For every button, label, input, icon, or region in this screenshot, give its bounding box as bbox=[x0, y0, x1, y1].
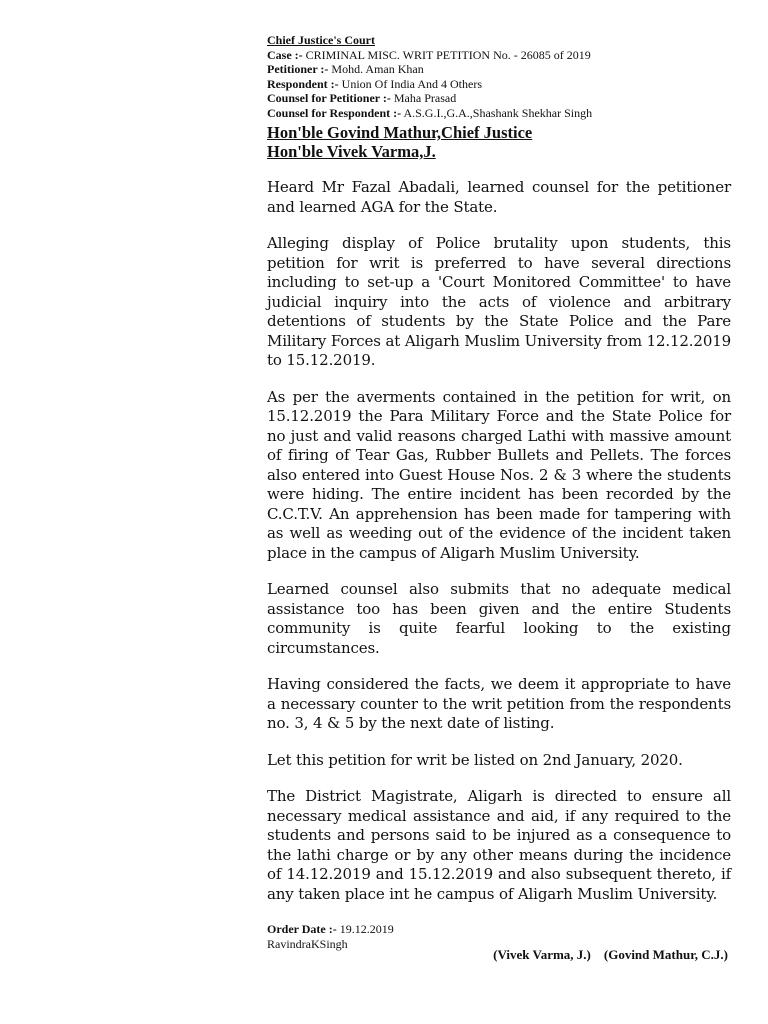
judge-associate: Hon'ble Vivek Varma,J. bbox=[267, 142, 436, 161]
order-date: 19.12.2019 bbox=[339, 922, 394, 936]
counsel-respondent-line bbox=[267, 106, 731, 121]
paragraph-1: Heard Mr Fazal Abadali, learned counsel for the petitioner and learned AGA for the State. bbox=[267, 178, 731, 216]
paragraph-6: Let this petition for writ be listed on 2nd January, 2020. bbox=[267, 750, 683, 769]
counsel-respondent-name: A.S.G.I.,G.A.,Shashank Shekhar Singh bbox=[403, 105, 593, 120]
respondent-label: Respondent :- bbox=[267, 76, 339, 91]
petitioner-name: Mohd. Aman Khan bbox=[331, 62, 424, 76]
case-label: Case :- bbox=[267, 47, 303, 62]
counsel-petitioner-line bbox=[267, 91, 731, 106]
petitioner-line bbox=[267, 62, 731, 77]
counsel-respondent-label: Counsel for Respondent :- bbox=[267, 105, 402, 120]
order-author: RavindraKSingh bbox=[267, 936, 348, 951]
counsel-petitioner-label: Counsel for Petitioner :- bbox=[267, 91, 391, 105]
order-date-label: Order Date :- bbox=[267, 922, 337, 936]
judge-chief-justice: Hon'ble Govind Mathur,Chief Justice bbox=[267, 123, 533, 142]
respondent-line bbox=[267, 77, 731, 92]
counsel-petitioner-name: Maha Prasad bbox=[393, 91, 457, 105]
paragraph-2: Alleging display of Police brutality upon students, this petition for writ is preferred to have several directions including to set-up a 'Court Monitored Committee' to have judicial inquiry into the acts of violence and arbitrary detentions of students by the State Police and the Pare Military Forces at Aligarh Muslim University from 12.12.2019 to 15.12.2019. bbox=[267, 234, 731, 369]
paragraph-3: As per the averments contained in the petition for writ, on 15.12.2019 the Para Military Force and the State Police for no just and valid reasons charged Lathi with massive amount of firing of Tear Gas, Rubber Bullets and Pellets. The forces also entered into Guest House Nos. 2 & 3 where the students were hiding. The entire incident has been recorded by the C.C.T.V. An apprehension has been made for tampering with as well as weeding out of the evidence of the incident taken place in the campus of Aligarh Muslim University. bbox=[267, 387, 731, 562]
bench bbox=[267, 123, 731, 161]
paragraph-7: The District Magistrate, Aligarh is directed to ensure all necessary medical assistance and aid, if any required to the students and persons said to be injured as a consequence to the lathi charge or by any other means during the incidence of 14.12.2019 and 15.12.2019 and also subsequent thereto, if any taken place int he campus of Aligarh Muslim University. bbox=[267, 787, 731, 903]
paragraph-4: Learned counsel also submits that no adequate medical assistance too has been given and the entire Students community is quite fearful looking to the existing circumstances. bbox=[267, 580, 731, 657]
order-document bbox=[267, 33, 731, 951]
paragraph-5: Having considered the facts, we deem it appropriate to have a necessary counter to the writ petition from the respondents no. 3, 4 & 5 by the next date of listing. bbox=[267, 675, 731, 732]
respondent-name: Union Of India And 4 Others bbox=[341, 76, 482, 91]
case-number: CRIMINAL MISC. WRIT PETITION No. - 26085 of 2019 bbox=[305, 47, 591, 62]
order-date-line bbox=[267, 922, 731, 937]
court-name: Chief Justice's Court bbox=[267, 33, 375, 47]
case-header bbox=[267, 33, 731, 120]
case-line bbox=[267, 48, 731, 63]
petitioner-label: Petitioner :- bbox=[267, 62, 329, 76]
judges-signature: (Vivek Varma, J.) (Govind Mathur, C.J.) bbox=[493, 947, 728, 962]
